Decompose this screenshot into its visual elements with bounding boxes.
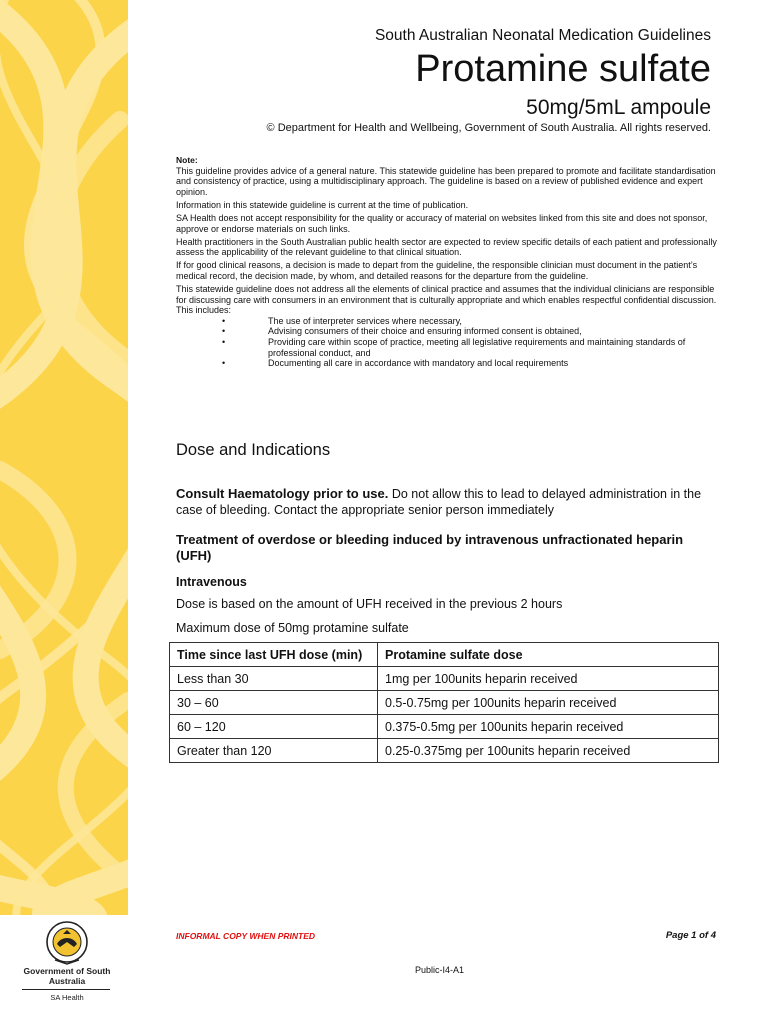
bullet-text: The use of interpreter services where necessary, — [268, 315, 462, 326]
table-cell: Greater than 120 — [170, 739, 378, 763]
sa-health-logo-text: SA Health — [50, 993, 84, 1002]
table-cell: 30 – 60 — [170, 691, 378, 715]
note-bullet-list — [176, 316, 721, 369]
page-title: Protamine sulfate — [415, 48, 711, 90]
note-label: Note: — [176, 155, 198, 165]
government-logo-text: Government of South Australia — [23, 966, 111, 986]
informal-copy-notice: INFORMAL COPY WHEN PRINTED — [176, 931, 315, 941]
table-cell: 0.375-0.5mg per 100units heparin received — [378, 715, 719, 739]
note-paragraph: SA Health does not accept responsibility for the quality or accuracy of material on websites linked from this site and does not sponsor, approve or endorse materials on such links. — [176, 212, 708, 234]
disclaimer-note — [176, 155, 721, 369]
dose-table — [169, 642, 719, 763]
list-item — [176, 326, 721, 337]
treatment-heading: Treatment of overdose or bleeding induced by intravenous unfractionated heparin (UFH) — [176, 532, 684, 563]
table-cell: 60 – 120 — [170, 715, 378, 739]
section-heading-dose: Dose and Indications — [176, 441, 331, 459]
consult-warning-bold: Consult Haematology prior to use. — [176, 486, 389, 501]
list-item — [176, 316, 721, 327]
consult-warning-text: Do not allow this to lead to delayed administration in the case of bleeding. Contact the appropriate senior person immediately — [176, 487, 702, 517]
table-row — [170, 667, 719, 691]
government-crest-logo — [45, 920, 89, 966]
list-item — [176, 337, 721, 358]
note-paragraph: This guideline provides advice of a general nature. This statewide guideline has been prepared to promote and facilitate standardisation and consistency of practice, using a multidisciplinary approach. The guideline is based on a review of published evidence and expert opinion. — [176, 165, 716, 197]
table-row — [170, 739, 719, 763]
table-cell: Less than 30 — [170, 667, 378, 691]
copyright-notice: © Department for Health and Wellbeing, Government of South Australia. All rights reserved. — [266, 122, 711, 134]
route-heading: Intravenous — [176, 575, 247, 589]
note-paragraph: If for good clinical reasons, a decision is made to depart from the guideline, the responsible clinician must document in the patient’s medical record, the decision made, by whom, and detailed reasons for the departure from the guideline. — [176, 260, 698, 281]
bullet-text: Documenting all care in accordance with mandatory and local requirements — [268, 358, 569, 369]
bullet-text: Advising consumers of their choice and ensuring informed consent is obtained, — [268, 326, 582, 337]
note-paragraph: This statewide guideline does not address all the elements of clinical practice and assumes that the individual clinicians are responsible for discussing care with consumers in an environment that is culturally appropriate and which enables respectful confidential discussion. This includes: — [176, 284, 717, 316]
bullet-icon: • — [222, 315, 226, 326]
maximum-dose-text: Maximum dose of 50mg protamine sulfate — [176, 621, 409, 635]
page-number: Page 1 of 4 — [665, 930, 716, 941]
table-cell: 1mg per 100units heparin received — [378, 667, 719, 691]
bullet-icon: • — [222, 337, 226, 347]
table-header-row — [170, 643, 719, 667]
table-row — [170, 691, 719, 715]
dose-basis-text: Dose is based on the amount of UFH received in the previous 2 hours — [176, 597, 563, 611]
column-header: Time since last UFH dose (min) — [170, 643, 378, 667]
security-classification: Public-I4-A1 — [415, 965, 465, 975]
table-cell: 0.25-0.375mg per 100units heparin received — [378, 739, 719, 763]
bullet-icon: • — [222, 358, 226, 369]
guideline-series-title: South Australian Neonatal Medication Guidelines — [374, 27, 711, 44]
page-subtitle: 50mg/5mL ampoule — [526, 96, 711, 119]
decorative-sidebar — [0, 0, 128, 915]
bullet-icon: • — [222, 326, 226, 337]
table-cell: 0.5-0.75mg per 100units heparin received — [378, 691, 719, 715]
table-row — [170, 715, 719, 739]
note-paragraph: Health practitioners in the South Australian public health sector are expected to review specific details of each patient and professionally assess the applicability of the relevant guideline to that clinical situation. — [176, 236, 717, 258]
consult-warning — [176, 486, 721, 518]
bullet-text: Providing care within scope of practice, meeting all legislative requirements and maintaining standards of professional conduct, and — [268, 337, 686, 358]
logo-divider — [22, 989, 110, 990]
list-item — [176, 358, 721, 369]
column-header: Protamine sulfate dose — [378, 643, 719, 667]
swirl-pattern — [0, 0, 128, 915]
note-paragraph: Information in this statewide guideline is current at the time of publication. — [176, 199, 469, 210]
